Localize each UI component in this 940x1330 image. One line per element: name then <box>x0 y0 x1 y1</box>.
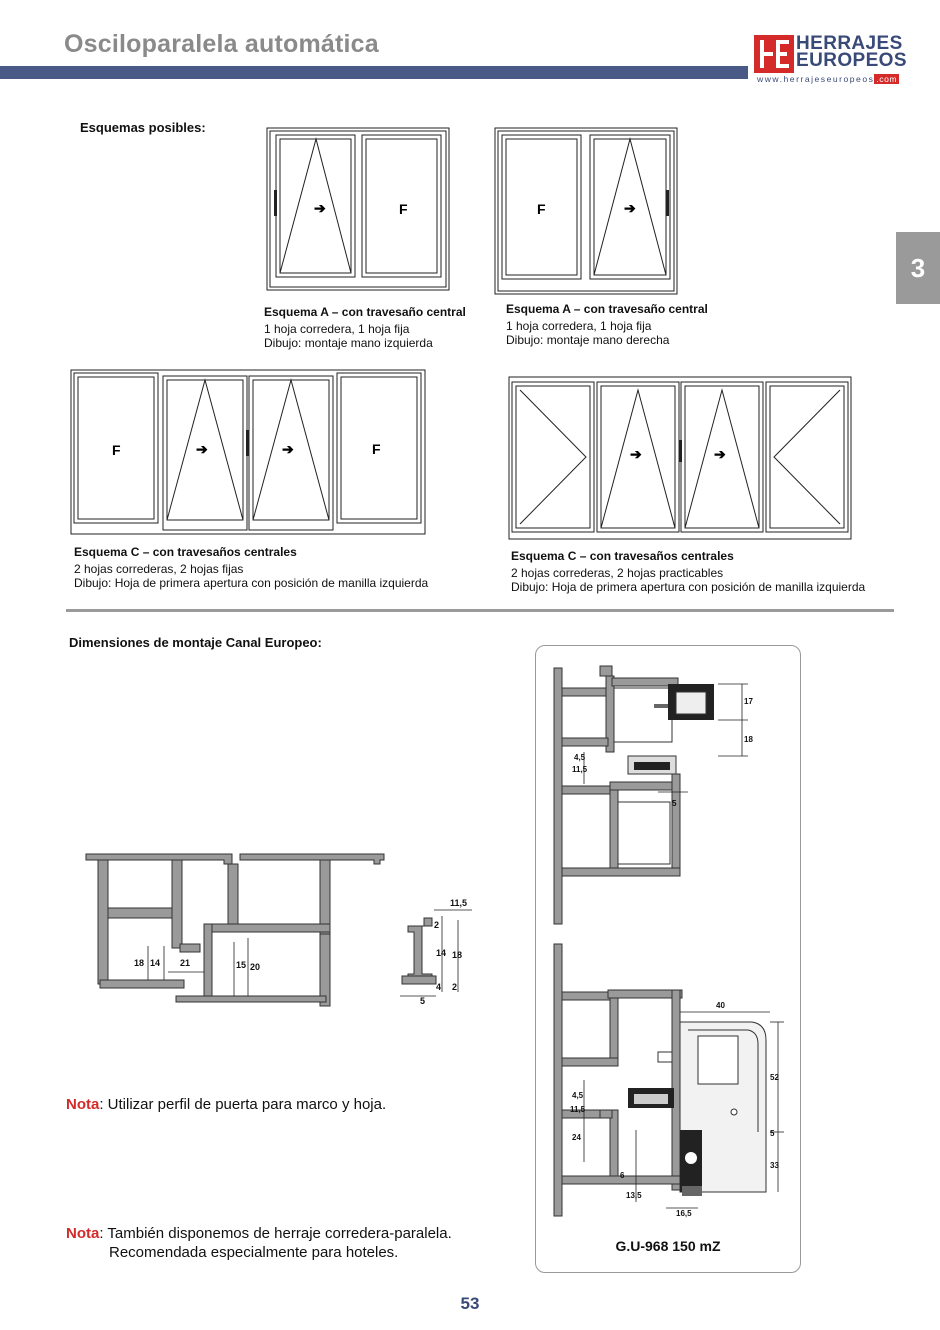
svg-text:13,5: 13,5 <box>626 1191 642 1200</box>
page-number: 53 <box>460 1294 480 1313</box>
chapter-tab: 3 <box>896 232 940 304</box>
scheme-c-left-caption: Esquema C – con travesaños centrales 2 hojas correderas, 2 hojas fijas Dibujo: Hoja de primera apertura con posición de manilla izquierda <box>74 545 429 590</box>
brand-name-line2: EUROPEOS <box>796 50 907 71</box>
svg-text:16,5: 16,5 <box>676 1209 692 1218</box>
fixed-label: F <box>112 442 121 458</box>
note-hardware: Nota: También disponemos de herraje corredera-paralela. Recomendada especialmente para hoteles. <box>66 1225 452 1261</box>
brand-url: www.herrajeseuropeos .com <box>757 74 898 84</box>
svg-text:5: 5 <box>770 1129 775 1138</box>
svg-text:5: 5 <box>420 996 426 1006</box>
svg-text:52: 52 <box>770 1073 779 1082</box>
svg-text:18: 18 <box>452 950 463 960</box>
section-heading-esquemas: Esquemas posibles: <box>80 120 206 135</box>
svg-text:11,5: 11,5 <box>570 1105 586 1114</box>
scheme-a-right-caption: Esquema A – con travesaño central 1 hoja corredera, 1 hoja fija Dibujo: montaje mano derecha <box>506 302 708 347</box>
scheme-c-left-diagram <box>70 368 426 536</box>
scheme-a-left-caption: Esquema A – con travesaño central 1 hoja corredera, 1 hoja fija Dibujo: montaje mano izquierda <box>264 305 466 350</box>
scheme-a-right-diagram <box>494 127 678 295</box>
svg-text:➔: ➔ <box>282 441 294 457</box>
svg-text:11,5: 11,5 <box>572 765 588 774</box>
svg-text:4: 4 <box>436 982 442 992</box>
scheme-c-right-caption: Esquema C – con travesaños centrales 2 hojas correderas, 2 hojas practicables Dibujo: Hoja de primera apertura con posición de manilla izquierda <box>511 549 866 594</box>
svg-text:24: 24 <box>572 1133 581 1142</box>
svg-text:17: 17 <box>744 697 753 706</box>
svg-text:4,5: 4,5 <box>572 1091 584 1100</box>
svg-text:5: 5 <box>672 799 677 808</box>
svg-text:14: 14 <box>150 958 161 968</box>
svg-text:18: 18 <box>134 958 145 968</box>
svg-text:33: 33 <box>770 1161 779 1170</box>
fixed-label: F <box>399 201 408 217</box>
brand-name-line1: HERRAJES <box>796 33 903 54</box>
svg-text:➔: ➔ <box>314 200 326 216</box>
svg-text:➔: ➔ <box>630 446 642 462</box>
note-profile: Nota: Utilizar perfil de puerta para marco y hoja. <box>66 1096 387 1113</box>
logo-he-mark-icon <box>754 35 794 75</box>
fixed-label: F <box>372 441 381 457</box>
svg-text:18: 18 <box>744 735 753 744</box>
section-heading-dimensiones: Dimensiones de montaje Canal Europeo: <box>69 635 322 650</box>
panel-caption: G.U-968 150 mZ <box>615 1238 721 1254</box>
scheme-a-left-diagram <box>266 127 450 291</box>
page-title: Osciloparalela automática <box>64 30 379 58</box>
svg-text:11,5: 11,5 <box>450 898 468 908</box>
svg-text:15: 15 <box>236 960 247 970</box>
svg-text:2: 2 <box>452 982 458 992</box>
header-bar <box>0 66 748 79</box>
svg-text:➔: ➔ <box>624 200 636 216</box>
svg-text:21: 21 <box>180 958 191 968</box>
detail-dimension-drawing <box>398 892 478 1010</box>
profile-cross-section-drawing <box>84 850 390 1010</box>
brand-logo <box>752 32 907 96</box>
panel-top-section-drawing <box>548 664 788 926</box>
svg-text:40: 40 <box>716 1001 725 1010</box>
svg-text:2: 2 <box>434 920 440 930</box>
svg-text:4,5: 4,5 <box>574 753 586 762</box>
panel-bottom-section-drawing <box>548 940 788 1220</box>
scheme-c-right-diagram <box>508 376 852 540</box>
svg-text:20: 20 <box>250 962 261 972</box>
svg-text:6: 6 <box>620 1171 625 1180</box>
fixed-label: F <box>537 201 546 217</box>
svg-text:➔: ➔ <box>196 441 208 457</box>
svg-text:14: 14 <box>436 948 447 958</box>
svg-text:➔: ➔ <box>714 446 726 462</box>
section-divider <box>66 609 894 612</box>
